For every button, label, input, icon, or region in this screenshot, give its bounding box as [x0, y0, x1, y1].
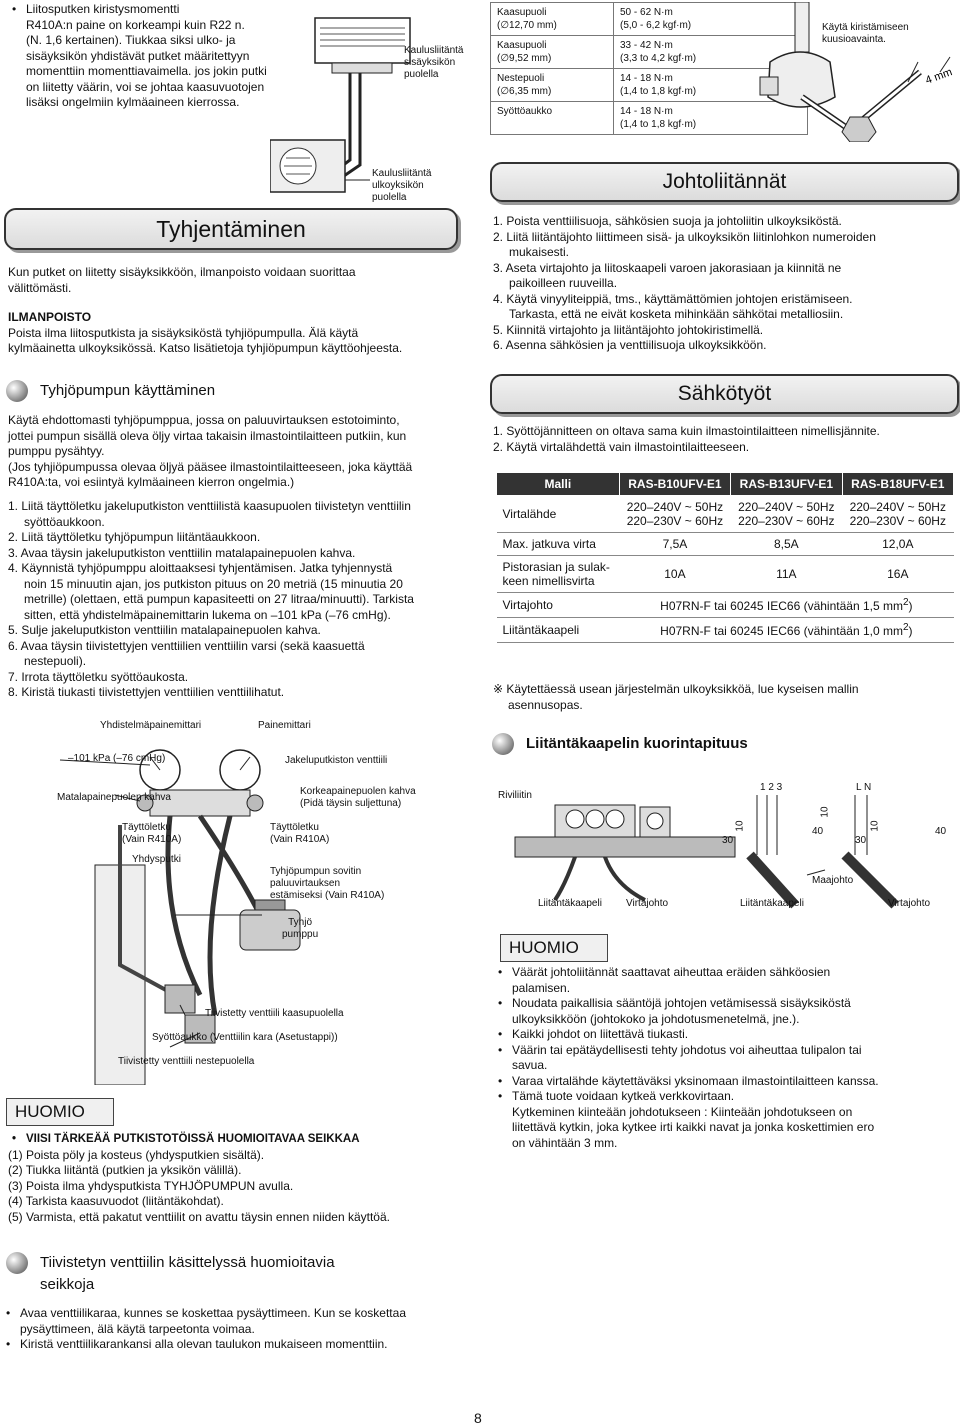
label-line: (Vain R410A): [270, 834, 330, 845]
torque-line: sisäyksikön yhdistävät putket määritettyyn: [26, 48, 250, 63]
power-cord-label-2: Virtajohto: [888, 898, 931, 909]
johto-title: Johtoliitännät: [490, 162, 959, 202]
torque-value: (1,4 to 1,8 kgf·m): [620, 119, 697, 130]
cell-text: H07RN-F tai 60245 IEC66 (vähintään 1,5 mm: [660, 599, 903, 613]
cell-line: Pistorasian ja sulak-: [502, 560, 610, 574]
item-line: liitettävä kytkin, joka kytkee irti kaikki navat ja jonka koskettimien ero: [512, 1120, 875, 1134]
spec-row: [497, 618, 954, 643]
step-line: 2. Liitä liitäntäjohto liittimeen sisä- ja ulkoyksikön liitinlohkon numeroiden: [493, 229, 876, 244]
step-line: syöttöaukkoon.: [24, 514, 105, 529]
note-line: ※ Käytettäessä usean järjestelmän ulkoyksikköä, lue kyseisen mallin: [493, 682, 859, 696]
torque-value: (3,3 to 4,2 kgf·m): [620, 53, 697, 64]
tyhjentaminen-title: Tyhjentäminen: [4, 208, 458, 250]
step-line: 5. Sulje jakeluputkiston venttiilin matalapainepuolen kahva.: [8, 623, 321, 637]
huomio-right-list: [494, 965, 956, 1151]
label-high-handle: [300, 786, 416, 810]
note-line: kuusioavainta.: [822, 34, 886, 45]
ilmanpoisto-block: [8, 310, 468, 357]
torque-value: 14 - 18 N·m: [620, 106, 673, 117]
ilmanpoisto-line: kylmäainetta ulkoyksikössä. Katso lisätietoja tyhjiöpumpun käyttöohjeesta.: [8, 341, 403, 355]
torque-line: on liitetty väärin, voi se johtaa kaasuvuotojen: [26, 79, 265, 94]
huomio-right-item: [494, 1027, 956, 1043]
johto-steps: [493, 214, 958, 354]
step-line: paikoilleen ruuveilla.: [509, 276, 618, 290]
huomio-left-title: HUOMIO: [6, 1098, 114, 1126]
huomio-left-item: (2) Tiukka liitäntä (putkien ja yksikön välillä).: [8, 1163, 242, 1177]
item-line: ulkoyksikköön (johtokoko ja johdotusmenetelmä, jne.).: [512, 1011, 800, 1026]
label-vacuum-pump: [282, 917, 318, 941]
note-line: Käytä kiristämiseen: [822, 22, 909, 33]
torque-value: 33 - 42 N·m: [620, 40, 673, 51]
huomio-left-item: (4) Tarkista kaasuvuodot (liitäntäkohdat).: [8, 1194, 224, 1208]
spec-label: Max. jatkuva virta: [497, 533, 620, 556]
para-line: pumppu pysähtyy.: [8, 444, 105, 458]
sahko-steps: [493, 424, 958, 455]
torque-name: Syöttöaukko: [497, 106, 553, 117]
step-line: 6. Asenna sähkösien ja venttiilisuoja ulkoyksikköön.: [493, 338, 767, 352]
label-line: Kaulusliitäntä: [404, 45, 464, 56]
huomio-right-item: [494, 1089, 956, 1151]
step-line: 8. Kiristä tiukasti tiivistettyjen venttiilien venttiilihatut.: [8, 685, 285, 699]
torque-name: Nestepuoli: [497, 73, 545, 84]
intro-line: välittömästi.: [8, 280, 72, 295]
ilmanpoisto-line: Poista ilma liitosputkista ja sisäyksiköstä tyhjiöpumpulla. Älä käytä: [8, 325, 359, 340]
step-line: 5. Kiinnitä virtajohto ja liitäntäjohto johtokiristimellä.: [493, 322, 764, 337]
item-line: palamisen.: [512, 980, 571, 995]
heading-line: Tiivistetyn venttiilin käsittelyssä huomioitavia: [40, 1254, 335, 1271]
label-line: puolella: [372, 192, 407, 203]
label-connecting-pipe: Yhdysputki: [132, 854, 181, 865]
dim-10b: 10: [819, 806, 831, 818]
cell-line: keen nimellisvirta: [502, 574, 595, 588]
torque-name: (∅12,70 mm): [497, 20, 557, 31]
electrical-spec-table: [496, 472, 954, 643]
terminal-ln: L N: [856, 782, 872, 793]
spec-cell: 16A: [842, 556, 953, 593]
connecting-cable-label: Liitäntäkaapeli: [538, 898, 602, 909]
note-line: asennusopas.: [508, 697, 583, 712]
step-line: metrille) (olettaen, että pumpun kapasiteetti on 27 litraa/minuutti). Tarkista: [24, 592, 414, 606]
huomio-left-item: (3) Poista ilma yhdysputkista TYHJÖPUMPUN avulla.: [8, 1178, 294, 1193]
step-line: Tarkasta, että ne eivät kosketa mihinkään sähkötai metalliosiin.: [509, 307, 844, 321]
label-line: ulkoyksikön: [372, 180, 424, 191]
item-line: savua.: [512, 1058, 548, 1072]
torque-bullet: • Liitosputken kiristysmomentti: [8, 2, 293, 18]
vacuum-pump-diagram: [0, 715, 480, 1085]
step-line: 7. Irrota täyttöletku syöttöaukosta.: [8, 669, 189, 684]
spec-cell: 7,5A: [619, 533, 730, 556]
indoor-flare-label: [404, 45, 463, 81]
cell-sup: 2: [902, 597, 909, 608]
para-line: jottei pumpun sisällä oleva öljy virtaa takaisin ilmastointilaitteen putkiin, kun: [8, 428, 407, 443]
cell-text: ): [908, 624, 913, 638]
valve-hex-key-illustration: [740, 2, 958, 142]
step-line: 2. Käytä virtalähdettä vain ilmastointilaitteeseen.: [493, 439, 750, 454]
dim-30b: 30: [855, 835, 867, 846]
label-charge-hose-2: [270, 822, 329, 846]
torque-name: Kaasupuoli: [497, 40, 547, 51]
label-line: puolella: [404, 69, 439, 80]
pump-heading: [6, 380, 215, 402]
label-line: Tyhjöpumpun sovitin: [270, 866, 362, 877]
cell-line: 220–240V ~ 50Hz: [738, 500, 835, 514]
label-line: (Pidä täysin suljettuna): [300, 798, 402, 809]
label-compound-gauge: Yhdistelmäpainemittari: [100, 720, 202, 731]
torque-name: (∅9,52 mm): [497, 53, 552, 64]
label-line: pumppu: [282, 929, 319, 940]
spec-cell: [619, 593, 953, 618]
huomio-left-item: (1) Poista pöly ja kosteus (yhdysputkien sisältä).: [8, 1147, 265, 1162]
huomio-right-item: [494, 1074, 956, 1090]
step-line: mukaisesti.: [509, 245, 570, 259]
cell-line: 220–230V ~ 60Hz: [738, 514, 835, 528]
valve-care-list: [2, 1306, 472, 1353]
spec-row: [497, 496, 954, 533]
spec-label: Virtalähde: [497, 496, 620, 533]
spec-cell: [731, 496, 842, 533]
page-number: 8: [474, 1410, 482, 1426]
ground-wire-label: Maajohto: [812, 875, 854, 886]
dim-10a: 10: [734, 820, 746, 832]
spec-header: RAS-B10UFV-E1: [619, 473, 730, 496]
cell-line: 220–240V ~ 50Hz: [626, 500, 724, 514]
label-line: Korkeapainepuolen kahva: [300, 786, 416, 797]
label-line: (Vain R410A): [122, 834, 182, 845]
label-line: Täyttöletku: [122, 822, 171, 833]
valve-care-item: [2, 1306, 472, 1337]
intro-line: Kun putket on liitetty sisäyksikköön, ilmanpoisto voidaan suorittaa: [8, 265, 356, 279]
hex-size-label: 4 mm: [923, 66, 954, 87]
spec-header: RAS-B13UFV-E1: [731, 473, 842, 496]
cell-text: ): [908, 599, 913, 613]
torque-line: lisäksi ongelmiin kylmäaineen kierrossa.: [26, 95, 240, 109]
strip-heading-text: Liitäntäkaapelin kuorintapituus: [526, 734, 748, 752]
spec-label: Liitäntäkaapeli: [497, 618, 620, 643]
huomio-right-title: HUOMIO: [500, 934, 608, 962]
step-line: 3. Avaa täysin jakeluputkiston venttiilin matalapainepuolen kahva.: [8, 545, 356, 560]
pump-steps: [8, 499, 478, 701]
step-line: 4. Käytä vinyyliteippiä, tms., käyttämättömien johtojen eristämiseen.: [493, 291, 853, 306]
heading-line: seikkoja: [40, 1276, 95, 1293]
torque-value: 50 - 62 N·m: [620, 7, 673, 18]
label-low-handle: Matalapainepuolen kahva: [57, 792, 171, 803]
pump-para: [8, 413, 478, 491]
tyhjentaminen-intro: [8, 265, 458, 296]
valve-care-item: • Kiristä venttiilikarankansi alla olevan taulukon mukaiseen momenttiin.: [2, 1337, 472, 1353]
item-line: • Väärin tai epätäydellisesti tehty johdotus voi aiheuttaa tulipalon tai: [512, 1042, 862, 1057]
torque-line: R410A:n paine on korkeampi kuin R22 n.: [26, 17, 245, 32]
step-line: 1. Poista venttiilisuoja, sähkösien suoja ja johtoliitin ulkoyksiköstä.: [493, 214, 842, 228]
item-line: • Varaa virtalähde käytettäväksi yksinomaan ilmastointilaitteen kanssa.: [512, 1073, 879, 1088]
label-line: Täyttöletku: [270, 822, 319, 833]
step-line: sitten, että yhdistelmäpainemittarin lukema on –101 kPa (–76 cmHg).: [24, 607, 391, 622]
dim-40b: 40: [935, 826, 947, 837]
huomio-left-item: (5) Varmista, että pakatut venttiilit on avattu täysin ennen niiden käyttöä.: [8, 1209, 390, 1224]
label-line: paluuvirtauksen: [270, 878, 341, 889]
outdoor-flare-label: [372, 168, 431, 204]
label-gas-valve: Tiivistetty venttiili kaasupuolella: [205, 1008, 344, 1019]
cell-sup: 2: [902, 622, 909, 633]
item-line: • Tämä tuote voidaan kytkeä verkkovirtaan.: [512, 1089, 735, 1103]
ilmanpoisto-heading: ILMANPOISTO: [8, 310, 92, 324]
item-line: • Kaikki johdot on liitettävä tiukasti.: [512, 1027, 689, 1041]
cell-line: 220–230V ~ 60Hz: [626, 514, 724, 528]
spec-header-row: [497, 473, 954, 496]
spec-cell: [619, 496, 730, 533]
bullet-ball-icon: [492, 733, 514, 755]
spec-row: [497, 556, 954, 593]
huomio-left-body: [8, 1132, 478, 1225]
label-pump-adapter: [270, 866, 384, 902]
step-line: 1. Liitä täyttöletku jakeluputkiston venttiilistä kaasupuolen tiivistetyn venttiilin: [8, 499, 411, 513]
step-line: nestepuoli).: [24, 654, 87, 668]
spec-row: [497, 533, 954, 556]
spec-header: Malli: [497, 473, 620, 496]
step-line: 6. Avaa täysin tiivistettyjen venttiilien venttiilin varsi (sekä kaasuettä: [8, 638, 365, 653]
terminal-numbers: 1 2 3: [760, 782, 783, 793]
torque-line: (N. 1,6 kertainen). Tiukkaa siksi ulko- ja: [26, 33, 236, 47]
bullet-ball-icon: [6, 1252, 28, 1274]
dim-40a: 40: [812, 826, 824, 837]
label-service-port: Syöttöaukko (Venttiilin kara (Asetustappi)): [152, 1032, 338, 1043]
label-vacuum-reading: –101 kPa (–76 cmHg): [68, 753, 166, 764]
step-line: 2. Liitä täyttöletku tyhjöpumpun liitäntäaukkoon.: [8, 530, 261, 544]
label-charge-hose-1: [122, 822, 181, 846]
item-line: on vähintään 3 mm.: [512, 1135, 618, 1150]
huomio-left-head: • VIISI TÄRKEÄÄ PUTKISTOTÖISSÄ HUOMIOITAVAA SEIKKAA: [8, 1132, 478, 1148]
step-line: noin 15 minuutin ajan, jos putkiston pituus on 20 metriä (15 minuutia 20: [24, 576, 403, 591]
spec-cell: [842, 496, 953, 533]
spec-label: [497, 556, 620, 593]
para-line: R410A:ta, voi esiintyä kylmäaineen kierron ongelmia.): [8, 475, 295, 489]
huomio-right-item: [494, 965, 956, 996]
cell-line: 220–240V ~ 50Hz: [849, 500, 946, 514]
item-line: • Väärät johtoliitännät saattavat aiheuttaa eräiden sähköosien: [512, 965, 831, 979]
item-line: pysäyttimeen, älä käytä tarpeetonta voimaa.: [20, 1321, 255, 1336]
strip-heading: [492, 733, 748, 755]
torque-value: (1,4 to 1,8 kgf·m): [620, 86, 697, 97]
dim-10c: 10: [869, 820, 881, 832]
label-line: Tyhjö: [288, 917, 313, 928]
torque-name: Kaasupuoli: [497, 7, 547, 18]
label-liquid-valve: Tiivistetty venttiili nestepuolella: [118, 1056, 255, 1067]
label-pressure-gauge: Painemittari: [258, 720, 311, 731]
spec-cell: 8,5A: [731, 533, 842, 556]
torque-name: (∅6,35 mm): [497, 86, 552, 97]
cell-line: 220–230V ~ 60Hz: [849, 514, 946, 528]
terminal-block-label: Riviliitin: [498, 790, 532, 801]
para-line: Käytä ehdottomasti tyhjöpumppua, jossa on paluuvirtauksen estotoiminto,: [8, 413, 400, 427]
spec-cell: [619, 618, 953, 643]
spec-cell: 12,0A: [842, 533, 953, 556]
huomio-right-item: [494, 996, 956, 1027]
torque-line: momenttiin momenttiavaimella. jos jokin putki: [26, 64, 267, 78]
label-line: sisäyksikön: [404, 57, 456, 68]
valve-care-heading-text: [40, 1252, 335, 1296]
item-line: Kytkeminen kiinteään johdotukseen : Kiinteään johdotukseen on: [512, 1104, 853, 1119]
cell-text: H07RN-F tai 60245 IEC66 (vähintään 1,0 mm: [660, 624, 903, 638]
spec-cell: 11A: [731, 556, 842, 593]
label-line: estämiseksi (Vain R410A): [270, 890, 385, 901]
label-line: Kaulusliitäntä: [372, 168, 432, 179]
multi-system-note: [493, 682, 958, 713]
step-line: 3. Aseta virtajohto ja liitoskaapeli varoen jakorasiaan ja kiinnitä ne: [493, 260, 842, 275]
spec-row: [497, 593, 954, 618]
step-line: 1. Syöttöjännitteen on oltava sama kuin ilmastointilaitteen nimellisjännite.: [493, 424, 880, 438]
item-line: • Noudata paikallisia sääntöjä johtojen vetämisessä sisäyksiköstä: [512, 996, 851, 1010]
item-line: Avaa venttiilikaraa, kunnes se koskettaa pysäyttimeen. Kun se koskettaa: [20, 1306, 406, 1320]
top-left-text: [8, 2, 293, 111]
torque-value: (5,0 - 6,2 kgf·m): [620, 20, 692, 31]
torque-value: 14 - 18 N·m: [620, 73, 673, 84]
connecting-cable-label-2: Liitäntäkaapeli: [740, 898, 804, 909]
pump-heading-text: Tyhjöpumpun käyttäminen: [40, 381, 216, 399]
dim-30a: 30: [722, 835, 734, 846]
torque-para: [8, 18, 293, 111]
valve-care-heading: [6, 1252, 335, 1296]
label-manifold-valve: Jakeluputkiston venttiili: [285, 755, 388, 766]
sahko-title: Sähkötyöt: [490, 374, 959, 414]
spec-header: RAS-B18UFV-E1: [842, 473, 953, 496]
huomio-right-item: [494, 1043, 956, 1074]
spec-cell: 10A: [619, 556, 730, 593]
para-line: (Jos tyhjiöpumpussa olevaa öljyä pääsee ilmastointilaitteeseen, joka käyttää: [8, 459, 413, 474]
bullet-ball-icon: [6, 380, 28, 402]
power-cord-label: Virtajohto: [626, 898, 669, 909]
spec-label: Virtajohto: [497, 593, 620, 618]
step-line: 4. Käynnistä tyhjöpumppu aloittaaksesi tyhjentämisen. Jatka tyhjennystä: [8, 561, 393, 575]
